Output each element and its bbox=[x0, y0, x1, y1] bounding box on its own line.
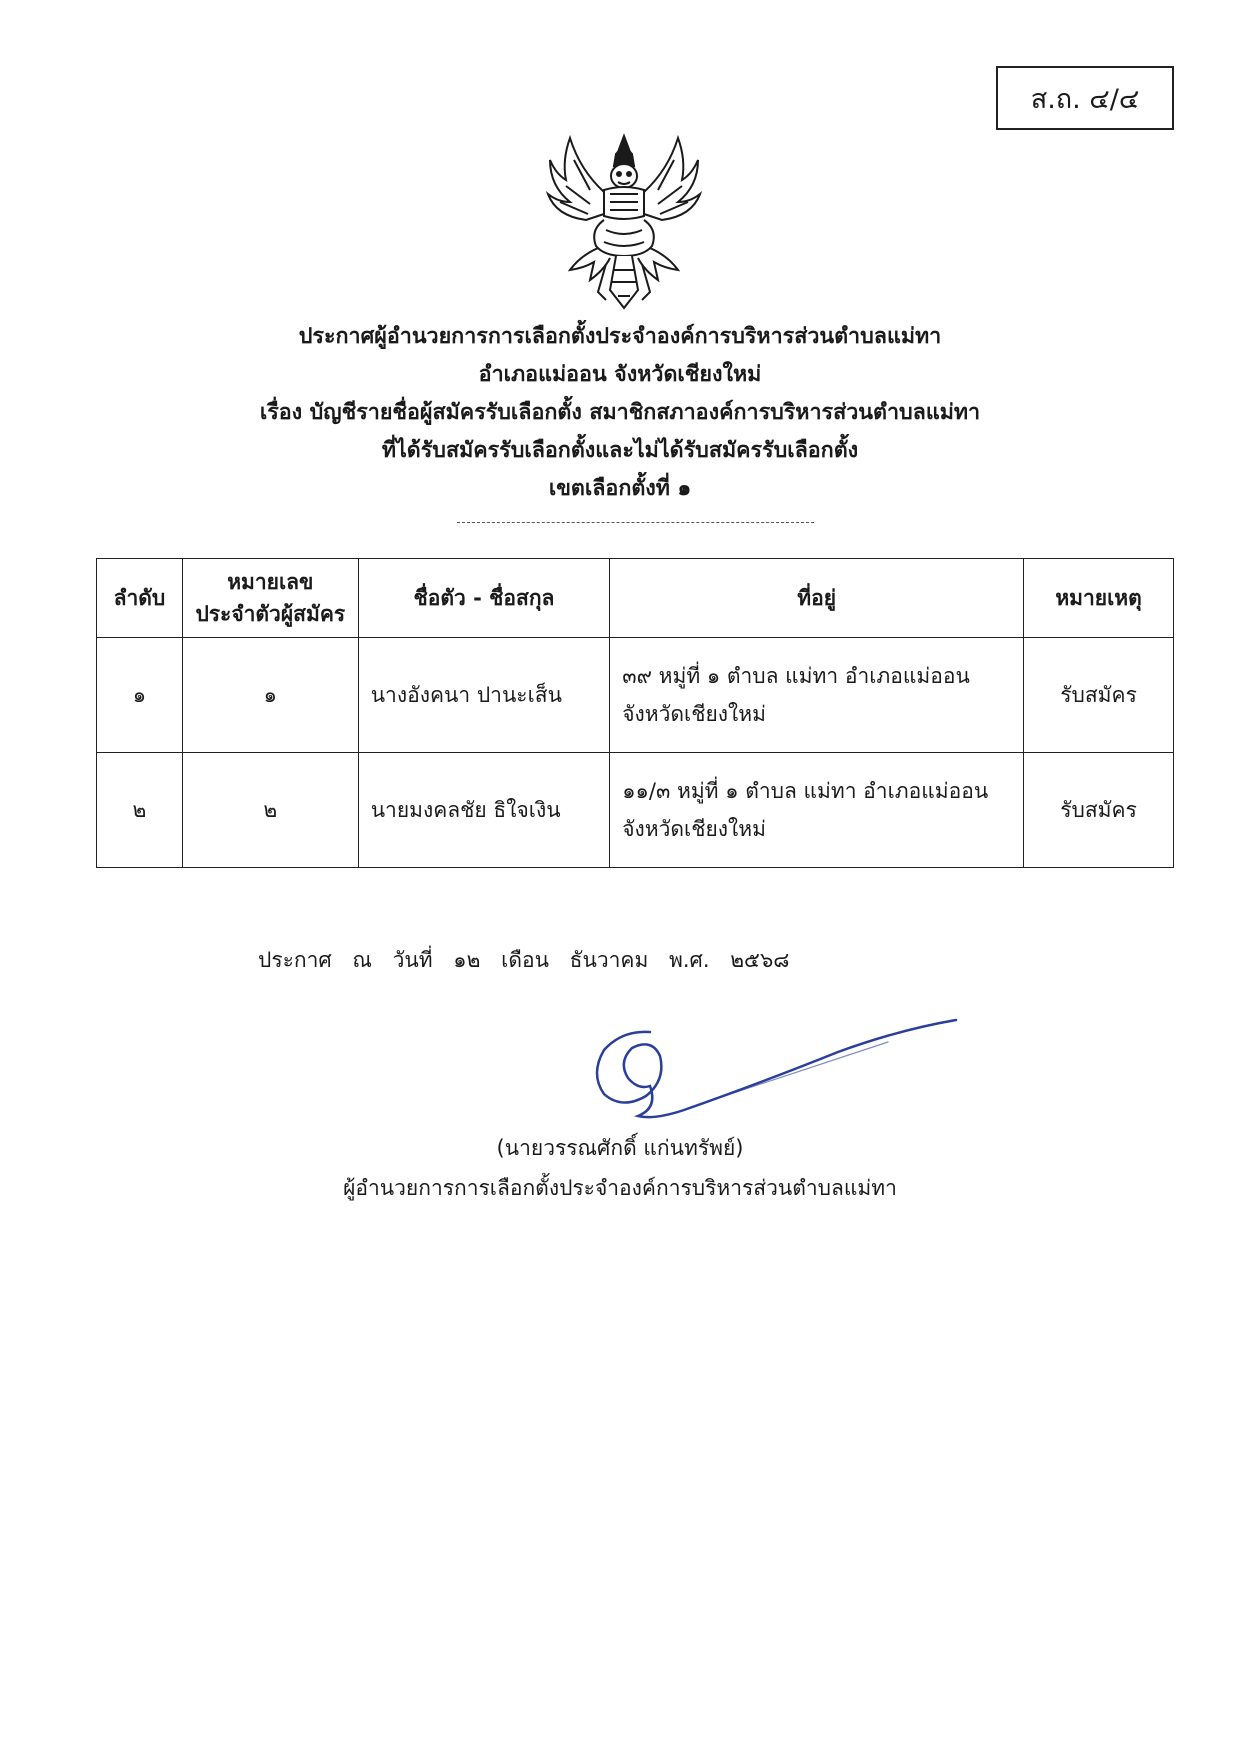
heading-line-4: ที่ได้รับสมัครรับเลือกตั้งและไม่ได้รับสมัครรับเลือกตั้ง bbox=[381, 438, 859, 463]
announce-year: ๒๕๖๘ bbox=[730, 948, 790, 972]
handwritten-signature bbox=[588, 1012, 968, 1122]
header-order: ลำดับ bbox=[97, 559, 183, 638]
signer-title: ผู้อำนวยการการเลือกตั้งประจำองค์การบริหารส่วนตำบลแม่ทา bbox=[343, 1176, 897, 1200]
row-name: นางอังคนา ปานะเส็น bbox=[358, 638, 610, 753]
row-address-line-2: จังหวัดเชียงใหม่ bbox=[622, 702, 766, 726]
row-order: ๒ bbox=[97, 753, 183, 868]
heading-line-5: เขตเลือกตั้งที่ ๑ bbox=[548, 476, 692, 501]
signer-block bbox=[0, 1128, 1240, 1208]
heading-divider bbox=[457, 522, 814, 523]
table-header-row bbox=[97, 559, 1174, 638]
row-order: ๑ bbox=[97, 638, 183, 753]
announce-prefix: ประกาศ bbox=[258, 948, 332, 972]
table-row bbox=[97, 753, 1174, 868]
header-candidate-no-line-2: ประจำตัวผู้สมัคร bbox=[195, 602, 346, 626]
row-remark: รับสมัคร bbox=[1024, 638, 1174, 753]
heading-line-1: ประกาศผู้อำนวยการการเลือกตั้งประจำองค์การบริหารส่วนตำบลแม่ทา bbox=[298, 324, 942, 349]
row-candidate-no: ๑ bbox=[182, 638, 358, 753]
row-address bbox=[610, 753, 1024, 868]
row-address-line-1: ๓๙ หมู่ที่ ๑ ตำบล แม่ทา อำเภอแม่ออน bbox=[622, 664, 970, 688]
announce-at: ณ bbox=[352, 948, 372, 972]
signer-name: (นายวรรณศักดิ์ แก่นทรัพย์) bbox=[496, 1136, 744, 1160]
header-candidate-no bbox=[182, 559, 358, 638]
table-row bbox=[97, 638, 1174, 753]
announce-month-label: เดือน bbox=[501, 948, 549, 972]
row-remark: รับสมัคร bbox=[1024, 753, 1174, 868]
form-code: ส.ถ. ๔/๔ bbox=[1030, 83, 1140, 115]
announce-day-label: วันที่ bbox=[392, 948, 433, 972]
announce-month: ธันวาคม bbox=[569, 948, 649, 972]
candidate-table bbox=[96, 558, 1174, 868]
header-remark: หมายเหตุ bbox=[1024, 559, 1174, 638]
row-address bbox=[610, 638, 1024, 753]
header-address: ที่อยู่ bbox=[610, 559, 1024, 638]
header-candidate-no-line-1: หมายเลข bbox=[227, 570, 314, 594]
announce-year-label: พ.ศ. bbox=[668, 948, 710, 972]
heading-line-3: เรื่อง บัญชีรายชื่อผู้สมัครรับเลือกตั้ง สมาชิกสภาองค์การบริหารส่วนตำบลแม่ทา bbox=[259, 400, 981, 425]
announcement-heading bbox=[0, 318, 1240, 508]
header-name: ชื่อตัว - ชื่อสกุล bbox=[358, 559, 610, 638]
announce-day: ๑๒ bbox=[453, 948, 481, 972]
heading-line-2: อำเภอแม่ออน จังหวัดเชียงใหม่ bbox=[478, 362, 762, 387]
row-address-line-1: ๑๑/๓ หมู่ที่ ๑ ตำบล แม่ทา อำเภอแม่ออน bbox=[622, 779, 989, 803]
garuda-emblem-icon bbox=[540, 130, 708, 315]
announcement-date-line bbox=[258, 944, 803, 977]
row-address-line-2: จังหวัดเชียงใหม่ bbox=[622, 817, 766, 841]
row-candidate-no: ๒ bbox=[182, 753, 358, 868]
form-code-box bbox=[996, 66, 1174, 130]
row-name: นายมงคลชัย ธิใจเงิน bbox=[358, 753, 610, 868]
